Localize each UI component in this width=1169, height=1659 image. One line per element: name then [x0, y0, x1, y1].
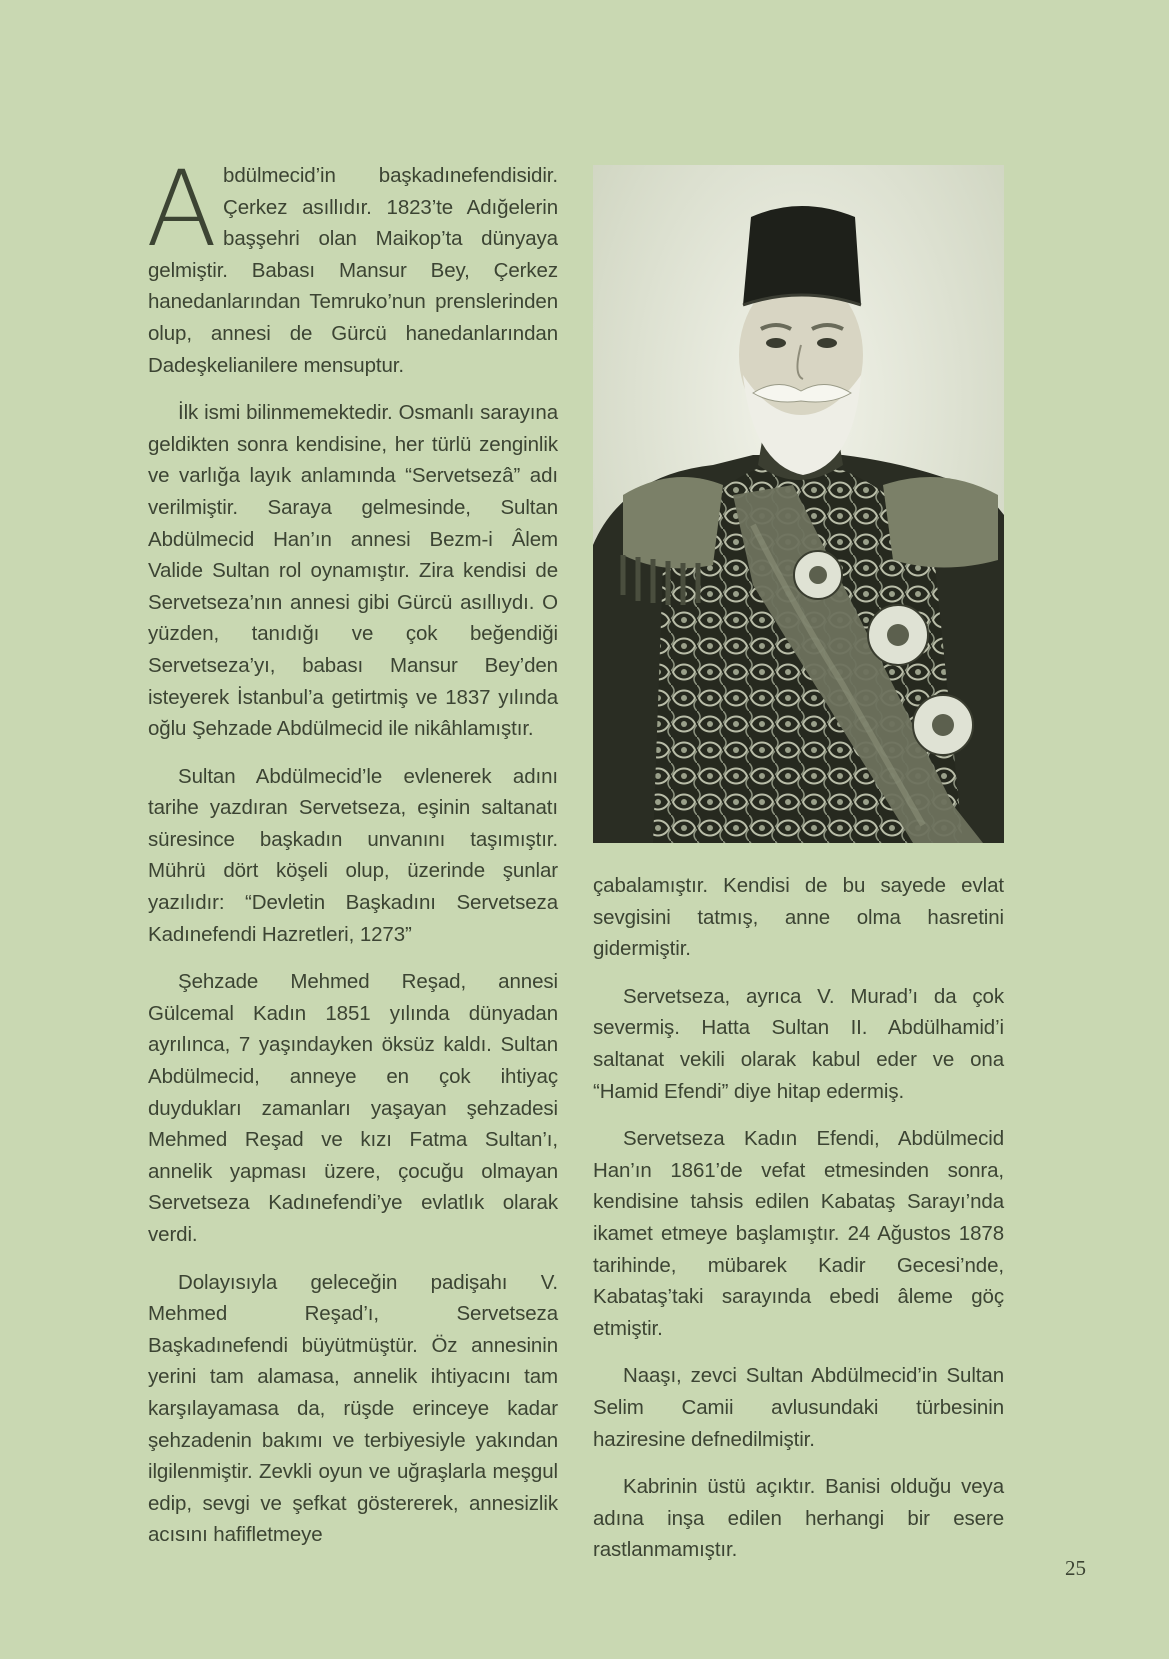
- paragraph-7: Servetseza, ayrıca V. Murad’ı da çok severmiş. Hatta Sultan II. Abdülhamid’i saltanat vekili olarak kabul eder ve ona “Hamid Efendi” diye hitap edermiş.: [593, 984, 1004, 1103]
- page-number: 25: [1065, 1556, 1086, 1580]
- portrait-illustration: [593, 165, 1004, 843]
- paragraph-6: çabalamıştır. Kendisi de bu sayede evlat sevgisini tatmış, anne olma hasretini gidermiştir.: [593, 874, 1004, 961]
- paragraph-5: Dolayısıyla geleceğin padişahı V. Mehmed Reşad’ı, Servetseza Başkadınefendi büyütmüştür. Öz annesinin yerini tam alamasa, annelik ihtiyacını tam karşılayamasa da, rüşde erinceye kadar şehzadenin bakımı ve terbiyesiyle yakından ilgilenmiştir. Zevkli oyun ve uğraşlarla meşgul edip, sevgi ve şefkat göstererek, annesizlik acısını hafifletmeye: [148, 1270, 558, 1547]
- paragraph-2: İlk ismi bilinmemektedir. Osmanlı sarayına geldikten sonra kendisine, her türlü zenginlik ve varlığa layık anlamında “Servetsezâ” adı verilmiştir. Saraya gelmesinde, Sultan Abdülmecid Han’ın annesi Bezm-i Âlem Valide Sultan rol oynamıştır. Zira kendisi de Servetseza’nın annesi gibi Gürcü asıllıydı. O yüzden, tanıdığı ve çok beğendiği Servetseza’yı, babası Mansur Bey’den isteyerek İstanbul’a getirtmiş ve 1837 yılında oğlu Şehzade Abdülmecid ile nikâhlamıştır.: [148, 401, 558, 741]
- sultan-portrait-photo: [593, 165, 1004, 843]
- paragraph-10: Kabrinin üstü açıktır. Banisi olduğu veya adına inşa edilen herhangi bir esere rastlanmamıştır.: [593, 1475, 1004, 1562]
- right-text-column: [593, 870, 1004, 1582]
- paragraph-1: [146, 148, 558, 381]
- paragraph-1-text: bdülmecid’in başkadınefendisidir. Çerkez asıllıdır. 1823’te Adığelerin başşehri olan Maikop’ta dünyaya gelmiştir. Babası Mansur Bey, Çerkez hanedanlarından Temruko’nun prenslerinden olup, annesi de Gürcü hanedanlarından Dadeşkelianilere mensuptur.: [148, 164, 558, 377]
- left-text-column: [146, 148, 558, 1567]
- paragraph-9: Naaşı, zevci Sultan Abdülmecid’in Sultan Selim Camii avlusundaki türbesinin haziresine defnedilmiştir.: [593, 1364, 1004, 1451]
- paragraph-3: Sultan Abdülmecid’le evlenerek adını tarihe yazdıran Servetseza, eşinin saltanatı süresince başkadın unvanını taşımıştır. Mührü dört köşeli olup, üzerinde şunlar yazılıdır: “Devletin Başkadını Servetseza Kadınefendi Hazretleri, 1273”: [148, 764, 558, 946]
- paragraph-8: Servetseza Kadın Efendi, Abdülmecid Han’ın 1861’de vefat etmesinden sonra, kendisine tahsis edilen Kabataş Sarayı’nda ikamet etmeye başlamıştır. 24 Ağustos 1878 tarihinde, mübarek Kadir Gecesi’nde, Kabataş’taki sarayında ebedi âleme göç etmiştir.: [593, 1127, 1004, 1340]
- paragraph-4: Şehzade Mehmed Reşad, annesi Gülcemal Kadın 1851 yılında dünyadan ayrılınca, 7 yaşındayken öksüz kaldı. Sultan Abdülmecid, anneye en çok ihtiyaç duydukları zamanları yaşayan şehzadesi Mehmed Reşad ve kızı Fatma Sultan’ı, annelik yapması üzere, çocuğu olmayan Servetseza Kadınefendi’ye evlatlık olarak verdi.: [148, 970, 558, 1246]
- drop-cap-letter: A: [146, 148, 218, 270]
